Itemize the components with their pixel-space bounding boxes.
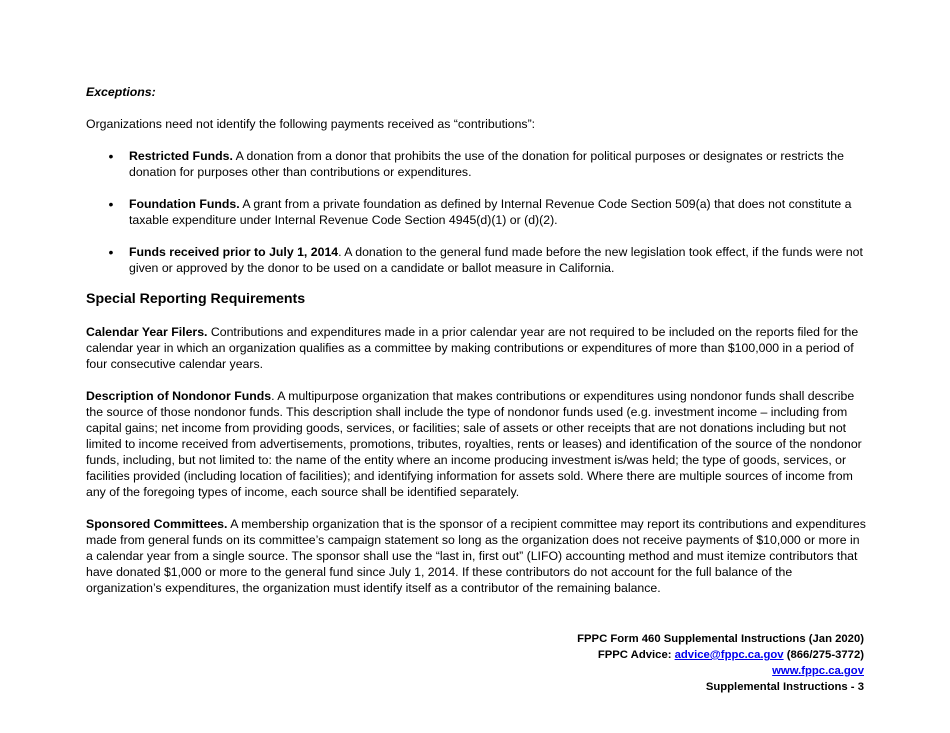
list-item — [86, 148, 866, 180]
exceptions-intro: Organizations need not identify the following payments received as “contributions”: — [86, 117, 536, 131]
paragraph-title: Sponsored Committees. — [86, 517, 228, 531]
footer-advice-label: FPPC Advice: — [597, 649, 675, 661]
page-footer — [577, 631, 864, 695]
exceptions-list — [86, 148, 866, 276]
list-item-text: A donation from a donor that prohibits the use of the donation for political purposes or designates or restricts the donation for purposes other than contributions or expenditures. — [129, 149, 844, 179]
list-item-title: Foundation Funds. — [129, 197, 240, 211]
paragraph-nondonor-funds — [86, 388, 866, 500]
exceptions-heading: Exceptions: — [86, 85, 156, 99]
footer-advice-line — [577, 647, 864, 663]
paragraph-text: Contributions and expenditures made in a prior calendar year are not required to be included on the reports filed for the calendar year in which an organization qualifies as a committee by making contributions or expenditures of more than $100,000 in a period of four consecutive calendar years. — [86, 325, 859, 371]
bullet-icon: • — [108, 196, 114, 212]
paragraph-text: . A multipurpose organization that makes contributions or expenditures using nondonor funds shall describe the source of those nondonor funds. This description shall include the type of nondonor funds used (e.g. investment income – including from capital gains; net income from providing goods, services, or facilities; sale of assets or other receipts that are not donations including but not limited to income received from advertisements, promotions, tributes, royalties, rents or leases) and identification of the source of the nondonor funds, including, but not limited to: the name of the entity where an income producing investment is/was held; the type of goods, services, or facilities provided (including location of facilities); and identifying information for assets sold. Where there are multiple sources of income from any of the foregoing types of income, each source shall be identified separately. — [86, 389, 862, 499]
list-item — [86, 244, 866, 276]
paragraph-title: Description of Nondonor Funds — [86, 389, 272, 403]
list-item-text: . A donation to the general fund made before the new legislation took effect, if the funds were not given or approved by the donor to be used on a candidate or ballot measure in California. — [129, 245, 863, 275]
list-item — [86, 196, 866, 228]
paragraph-sponsored-committees — [86, 516, 866, 596]
footer-form-line: FPPC Form 460 Supplemental Instructions (Jan 2020) — [577, 633, 864, 645]
footer-website-line — [577, 663, 864, 679]
bullet-icon: • — [108, 148, 114, 164]
document-body — [86, 84, 866, 596]
bullet-icon: • — [108, 244, 114, 260]
footer-advice-phone: (866/275-3772) — [783, 649, 864, 661]
paragraph-text: A membership organization that is the sponsor of a recipient committee may report its contributions and expenditures made from general funds on its committee’s campaign statement so long as the organization does not receive payments of $10,000 or more in a calendar year from a single source. The sponsor shall use the “last in, first out” (LIFO) accounting method and must itemize contributors that have donated $1,000 or more to the general fund since July 1, 2014. If these contributors do not account for the full balance of the organization’s expenditures, the organization must identify itself as a contributor of the remaining balance. — [86, 517, 866, 595]
footer-page-label: Supplemental Instructions - 3 — [705, 681, 864, 693]
paragraph-title: Calendar Year Filers. — [86, 325, 208, 339]
list-item-text: A grant from a private foundation as defined by Internal Revenue Code Section 509(a) that does not constitute a taxable expenditure under Internal Revenue Code Section 4945(d)(1) or (d)(2). — [129, 197, 852, 227]
section-title: Special Reporting Requirements — [86, 291, 306, 307]
paragraph-calendar-year-filers — [86, 324, 866, 372]
advice-email-link[interactable]: advice@fppc.ca.gov — [674, 649, 784, 661]
list-item-title: Restricted Funds. — [129, 149, 233, 163]
list-item-title: Funds received prior to July 1, 2014 — [129, 245, 339, 259]
website-link[interactable]: www.fppc.ca.gov — [772, 665, 864, 677]
